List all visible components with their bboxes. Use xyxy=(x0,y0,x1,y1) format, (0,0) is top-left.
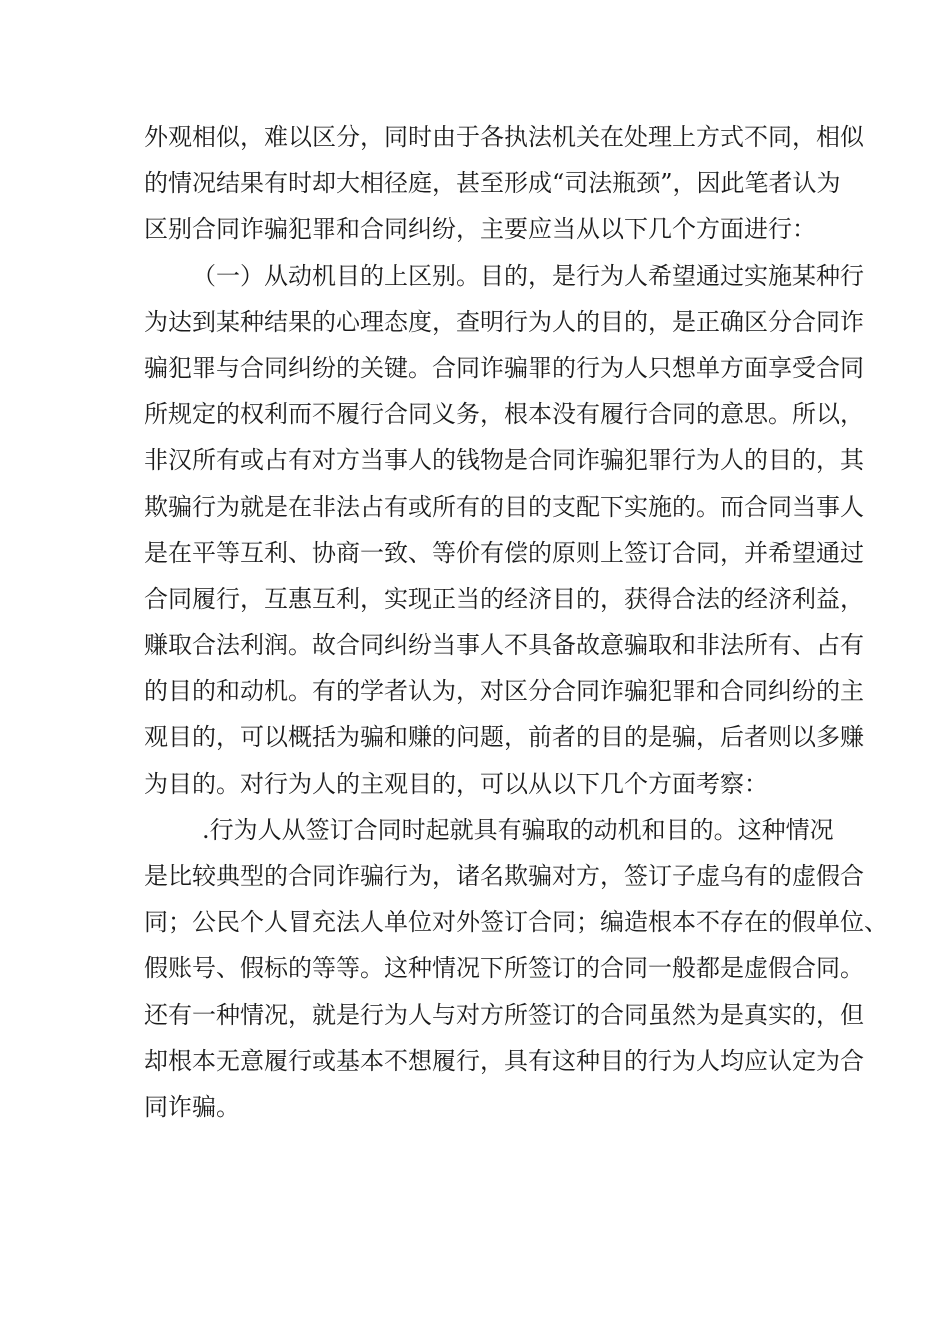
text-line: 欺骗行为就是在非法占有或所有的目的支配下实施的。而合同当事人 xyxy=(144,492,864,521)
text-line: 观目的，可以概括为骗和赚的问题，前者的目的是骗，后者则以多赚 xyxy=(144,723,864,752)
text-line: 是在平等互利、协商一致、等价有偿的原则上签订合同，并希望通过 xyxy=(144,538,864,567)
text-line: 骗犯罪与合同纠纷的关键。合同诈骗罪的行为人只想单方面享受合同 xyxy=(144,353,864,382)
text-line: 是比较典型的合同诈骗行为，诸名欺骗对方，签订子虚乌有的虚假合 xyxy=(144,862,864,890)
text-line: 区别合同诈骗犯罪和合同纠纷，主要应当从以下几个方面进行： xyxy=(144,215,816,244)
text-line: 的情况结果有时却大相径庭，甚至形成“司法瓶颈”，因此笔者认为 xyxy=(144,169,841,198)
text-line: 还有一种情况，就是行为人与对方所签订的合同虽然为是真实的，但 xyxy=(144,1000,864,1029)
text-line: 的目的和动机。有的学者认为，对区分合同诈骗犯罪和合同纠纷的主 xyxy=(144,677,864,706)
paragraph-start-line: .行为人从签订合同时起就具有骗取的动机和目的。这种情况 xyxy=(202,815,834,844)
text-line: 为目的。对行为人的主观目的，可以从以下几个方面考察： xyxy=(144,769,768,798)
text-line: 却根本无意履行或基本不想履行，具有这种目的行为人均应认定为合 xyxy=(144,1046,864,1075)
text-line: 为达到某种结果的心理态度，查明行为人的目的，是正确区分合同诈 xyxy=(144,307,864,336)
text-line: 非汉所有或占有对方当事人的钱物是合同诈骗犯罪行为人的目的，其 xyxy=(144,446,864,475)
text-line: 赚取合法利润。故合同纠纷当事人不具备故意骗取和非法所有、占有 xyxy=(144,631,864,660)
text-line: 所规定的权利而不履行合同义务，根本没有履行合同的意思。所以， xyxy=(144,400,864,429)
text-line: 假账号、假标的等等。这种情况下所签订的合同一般都是虚假合同。 xyxy=(144,954,864,983)
text-line: 合同履行，互惠互利，实现正当的经济目的，获得合法的经济利益， xyxy=(144,584,864,613)
paragraph-heading-line: （一）从动机目的上区别。目的，是行为人希望通过实施某种行 xyxy=(192,261,864,290)
text-line: 外观相似，难以区分，同时由于各执法机关在处理上方式不同，相似 xyxy=(144,123,864,151)
text-line: 同诈骗。 xyxy=(144,1092,240,1121)
body-text xyxy=(144,114,888,1130)
text-line: 同；公民个人冒充法人单位对外签订合同；编造根本不存在的假单位、 xyxy=(144,908,888,937)
